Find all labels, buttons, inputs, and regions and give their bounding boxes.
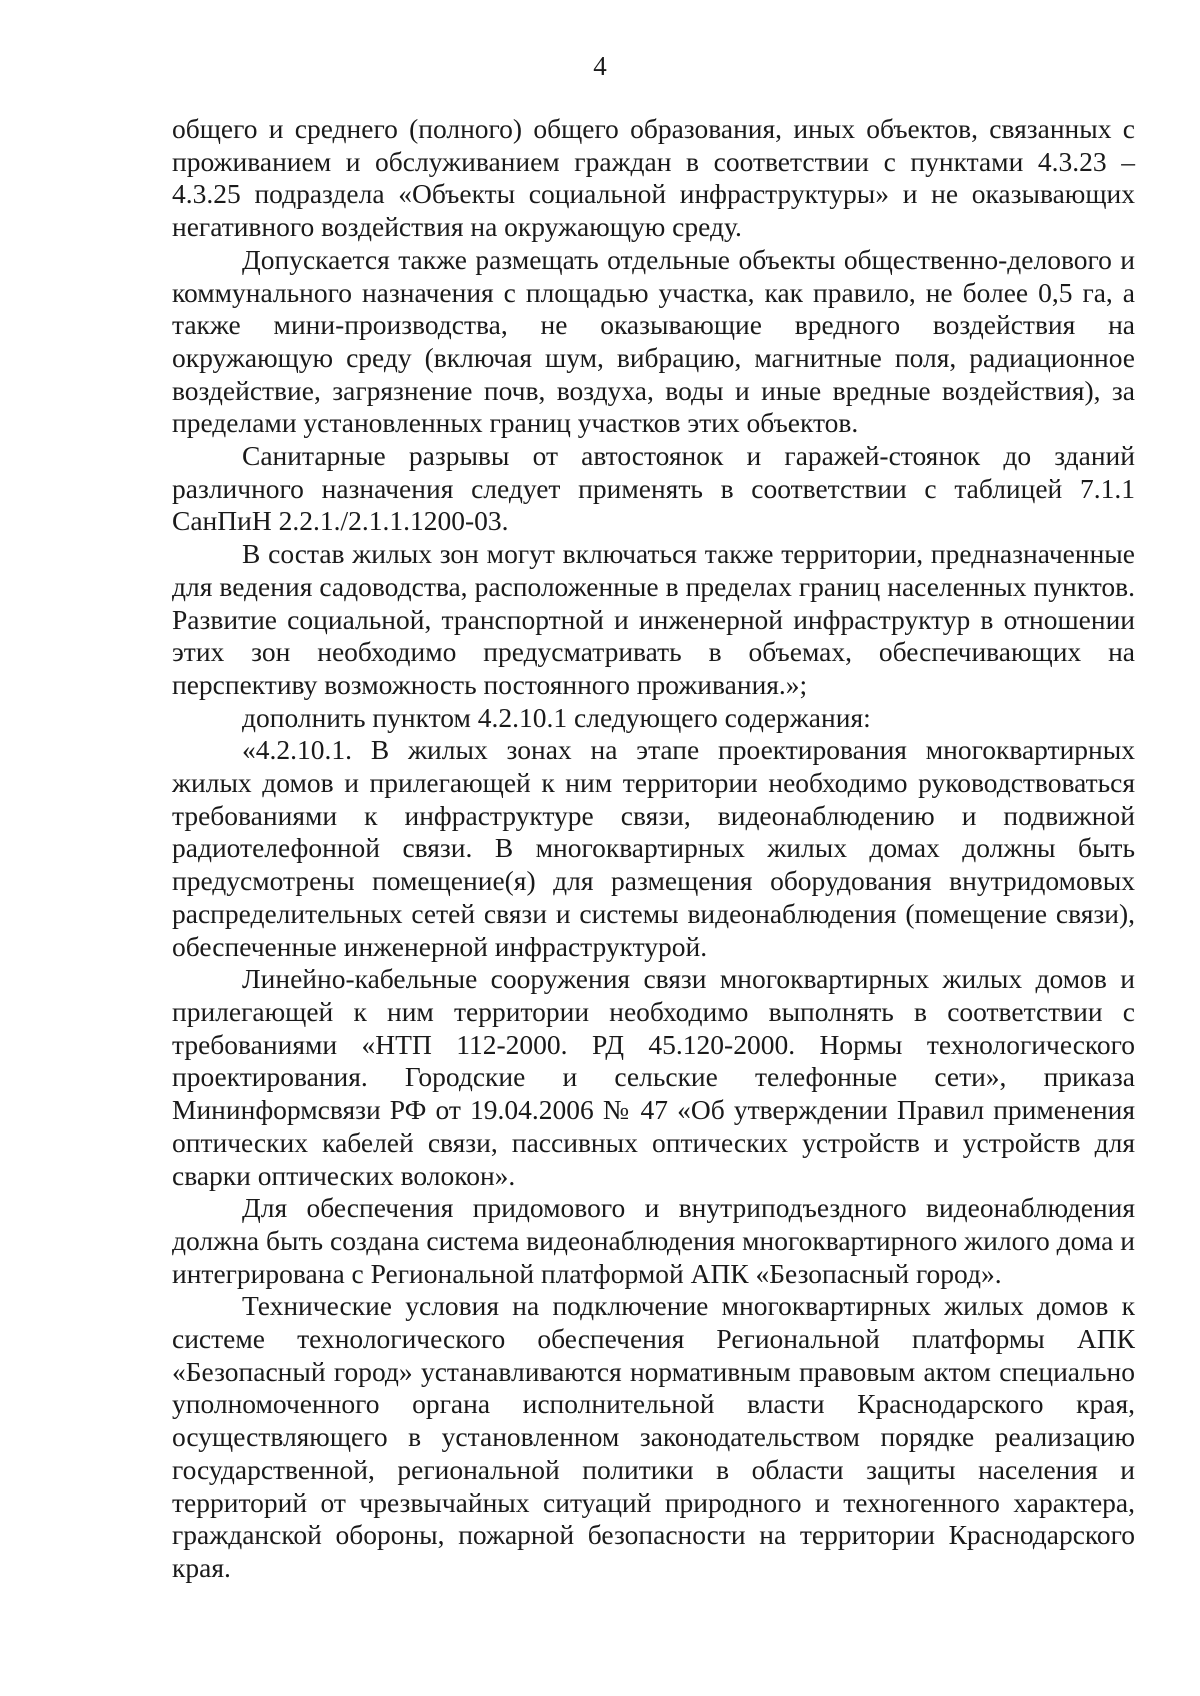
paragraph-gardening-territories: В состав жилых зон могут включаться также территории, предназначенные для ведения садоводства, расположенные в пределах границ населенных пунктов. Развитие социальной, транспортной и инженерной инфраструктур в отношении этих зон необходимо предусматривать в объемах, обеспечивающих на перспективу возможность постоянного проживания.»; bbox=[172, 538, 1135, 700]
paragraph-placement-objects: Допускается также размещать отдельные объекты общественно-делового и коммунального назначения с площадью участка, как правило, не более 0,5 га, а также мини-производства, не оказывающие вредного воздействия на окружающую среду (включая шум, вибрацию, магнитные поля, радиационное воздействие, загрязнение почв, воздуха, воды и иные вредные воздействия), за пределами установленных границ участков этих объектов. bbox=[172, 243, 1135, 439]
paragraph-clause-4-2-10-1: «4.2.10.1. В жилых зонах на этапе проектирования многоквартирных жилых домов и прилегающей к ним территории необходимо руководствоваться требованиями к инфраструктуре связи, видеонаблюдению и подвижной радиотелефонной связи. В многоквартирных жилых домах должны быть предусмотрены помещение(я) для размещения оборудования внутридомовых распределительных сетей связи и системы видеонаблюдения (помещение связи), обеспеченные инженерной инфраструктурой. bbox=[172, 734, 1135, 962]
paragraph-sanitary-gaps: Санитарные разрывы от автостоянок и гаражей-стоянок до зданий различного назначения следует применять в соответствии с таблицей 7.1.1 СанПиН 2.2.1./2.1.1.1200-03. bbox=[172, 440, 1135, 537]
paragraph-technical-conditions: Технические условия на подключение многоквартирных жилых домов к системе технологического обеспечения Региональной платформы АПК «Безопасный город» устанавливаются нормативным правовым актом специально уполномоченного органа исполнительной власти Краснодарского края, осуществляющего в установленном законодательством порядке реализацию государственной, региональной политики в области защиты населения и территорий от чрезвычайных ситуаций природного и техногенного характера, гражданской обороны, пожарной безопасности на территории Краснодарского края. bbox=[172, 1290, 1135, 1583]
paragraph-amendment-intro: дополнить пунктом 4.2.10.1 следующего содержания: bbox=[242, 701, 871, 733]
paragraph-cable-structures: Линейно-кабельные сооружения связи многоквартирных жилых домов и прилегающей к ним территории необходимо выполнять в соответствии с требованиями «НТП 112-2000. РД 45.120-2000. Нормы технологического проектирования. Городские и сельские телефонные сети», приказа Мининформсвязи РФ от 19.04.2006 № 47 «Об утверждении Правил применения оптических кабелей связи, пассивных оптических устройств и устройств для сварки оптических волокон». bbox=[172, 963, 1135, 1191]
page-number: 4 bbox=[593, 51, 607, 81]
paragraph-video-surveillance: Для обеспечения придомового и внутриподъездного видеонаблюдения должна быть создана система видеонаблюдения многоквартирного жилого дома и интегрирована с Региональной платформой АПК «Безопасный город». bbox=[172, 1192, 1135, 1289]
document-body bbox=[172, 113, 1135, 1585]
paragraph-continuation: общего и среднего (полного) общего образования, иных объектов, связанных с проживанием и обслуживанием граждан в соответствии с пунктами 4.3.23 – 4.3.25 подраздела «Объекты социальной инфраструктуры» и не оказывающих негативного воздействия на окружающую среду. bbox=[172, 113, 1135, 243]
